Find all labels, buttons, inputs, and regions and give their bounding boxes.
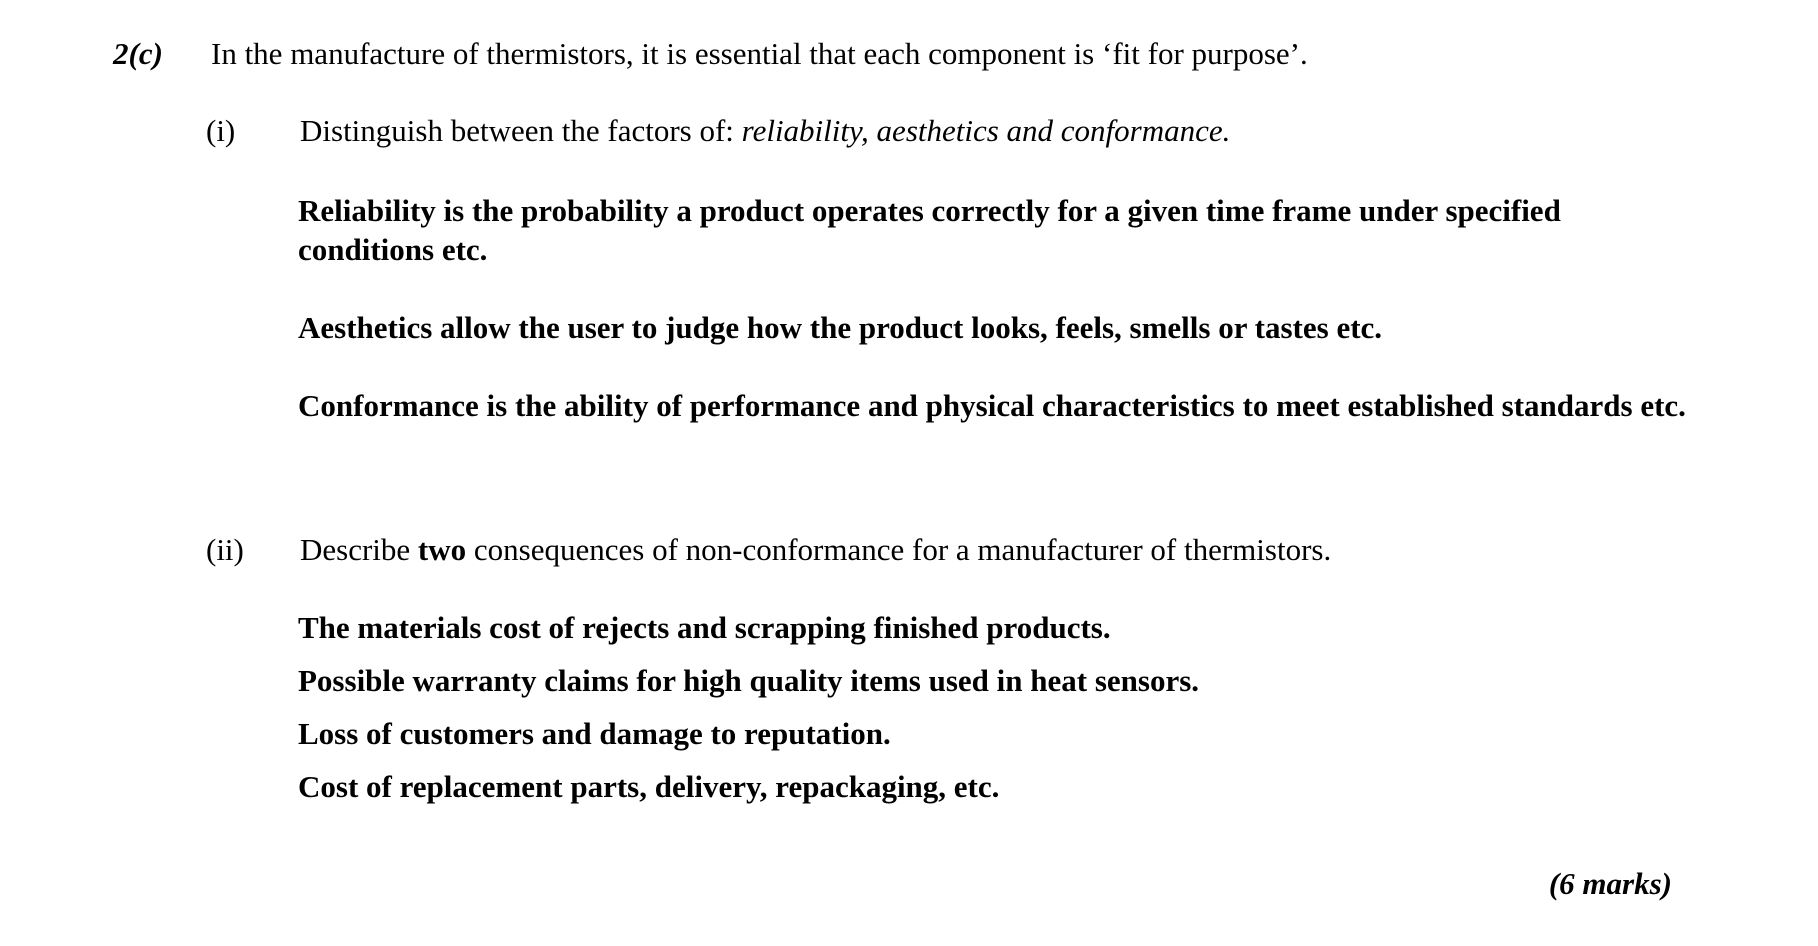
answer-consequence-4: Cost of replacement parts, delivery, repackaging, etc. [298, 769, 1000, 804]
part-ii-prompt-after: consequences of non-conformance for a manufacturer of thermistors. [466, 532, 1332, 567]
answer-consequence-1: The materials cost of rejects and scrapping finished products. [298, 610, 1111, 645]
part-i-prompt-plain: Distinguish between the factors of: [300, 113, 742, 148]
part-i-prompt [300, 113, 1230, 149]
answer-reliability: Reliability is the probability a product operates correctly for a given time frame under specified conditions etc. [298, 193, 1561, 267]
part-i-prompt-factors: reliability, aesthetics and conformance. [741, 113, 1231, 148]
marks-allocation: (6 marks) [1548, 866, 1672, 901]
answer-consequence-2: Possible warranty claims for high quality items used in heat sensors. [298, 663, 1200, 698]
part-ii-prompt-emphasis: two [417, 532, 467, 567]
part-ii-prompt [300, 532, 1331, 568]
question-stem: In the manufacture of thermistors, it is essential that each component is ‘fit for purpose’. [211, 36, 1308, 71]
part-i-label: (i) [206, 113, 236, 148]
answer-conformance: Conformance is the ability of performance and physical characteristics to meet established standards etc. [298, 388, 1686, 423]
answer-consequence-3: Loss of customers and damage to reputation. [298, 716, 891, 751]
answer-aesthetics: Aesthetics allow the user to judge how the product looks, feels, smells or tastes etc. [298, 310, 1383, 345]
part-ii-prompt-before: Describe [300, 532, 418, 567]
question-number: 2(c) [113, 36, 163, 71]
part-ii-label: (ii) [206, 532, 244, 567]
